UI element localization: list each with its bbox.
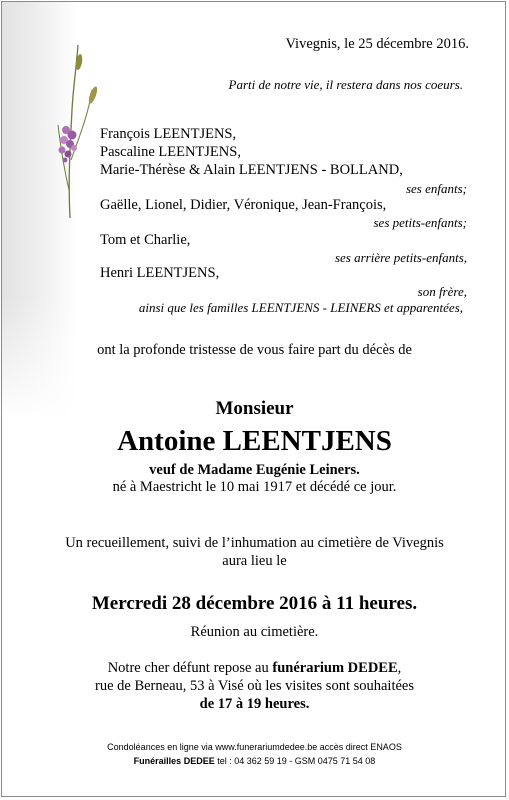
deceased-name: Antoine LEENTJENS [117, 425, 392, 457]
meeting-place: Réunion au cimetière. [190, 624, 319, 640]
place-date: Vivegnis, le 25 décembre 2016. [285, 36, 469, 52]
birth-line: né à Maestricht le 10 mai 1917 et décédé ce jour. [112, 479, 397, 495]
role-brother: son frère, [417, 284, 467, 299]
widower-line: veuf de Madame Eugénie Leiners. [149, 462, 360, 478]
visits-line-2: rue de Berneau, 53 à Visé où les visites sont souhaitées [95, 678, 414, 694]
funeral-home-name: Funérailles DEDEE [133, 756, 215, 766]
flower-illustration [40, 40, 100, 220]
grandchildren: Gaëlle, Lionel, Didier, Véronique, Jean-François, [100, 197, 387, 213]
brother: Henri LEENTJENS, [100, 265, 220, 281]
phone-numbers: tel : 04 362 59 19 - GSM 0475 71 54 08 [214, 756, 376, 766]
family-line-1: François LEENTJENS, [100, 126, 237, 142]
role-grandchildren: ses petits-enfants; [373, 215, 467, 230]
visits-hours: de 17 à 19 heures. [199, 696, 310, 712]
ceremony-line-2: aura lieu le [222, 553, 287, 569]
quote: Parti de notre vie, il restera dans nos coeurs. [228, 77, 463, 92]
great-grandchildren: Tom et Charlie, [100, 232, 191, 248]
ceremony-date: Mercredi 28 décembre 2016 à 11 heures. [91, 593, 418, 614]
funeral-home-line [0, 756, 509, 767]
family-line-2: Pascaline LEENTJENS, [100, 144, 241, 160]
ceremony-line-1: Un recueillement, suivi de l’inhumation au cimetière de Vivegnis [65, 535, 444, 551]
families-line: ainsi que les familles LEENTJENS - LEINERS et apparentées, [138, 300, 463, 315]
family-line-3: Marie-Thérèse & Alain LEENTJENS - BOLLAND, [100, 162, 403, 178]
role-great-grandchildren: ses arrière petits-enfants, [334, 250, 467, 265]
announcement: ont la profonde tristesse de vous faire part du décès de [97, 342, 412, 358]
visits-line-1: Notre cher défunt repose au funérarium DEDEE, [107, 660, 402, 676]
role-children: ses enfants; [405, 181, 467, 196]
deceased-title: Monsieur [215, 398, 294, 419]
funerarium-name: funérarium DEDEE [272, 660, 398, 676]
condolences-line: Condoléances en ligne via www.funerariumdedee.be accès direct ENAOS [107, 742, 402, 752]
